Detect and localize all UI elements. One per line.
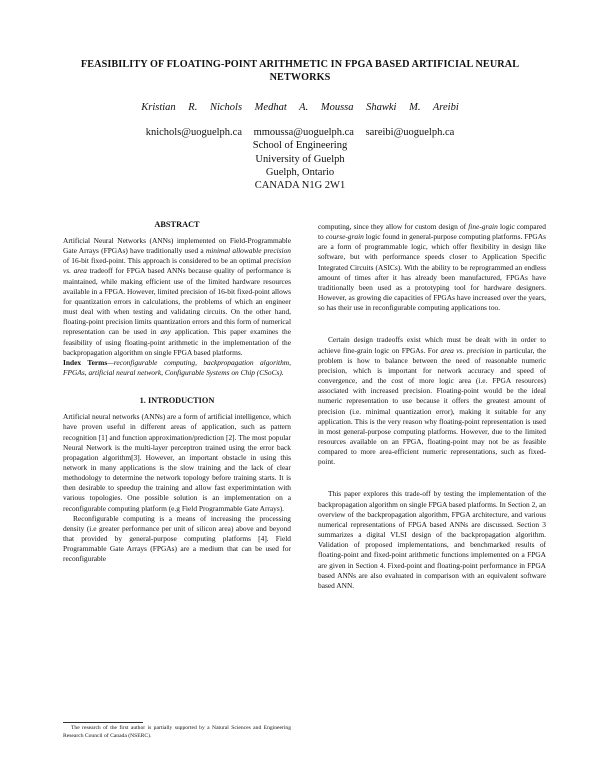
intro-paragraph-1: Artificial neural networks (ANNs) are a form of artificial intelligence, which have proven useful in different areas of application, such as pattern recognition [1] and function approximation/prediction [2]. The most popular Neural Network is the multi-layer perceptron trained using the error back propagation algorithm[3]. However, an important obstacle in using this network in many applications is the slow training and the lack of clear methodology to determine the network topology before training starts. It is then desirable to speedup the training and allow fast experimintation with various topologies. One possible solution is an implementation on a reconfigurable computing platform (e.g Field Programmable Gate Arrays). <box>63 412 291 513</box>
index-terms: Index Terms—reconfigurable computing, backpropagation algorithm, FPGAs, artificial neural network, Configurable Systems on Chip (CSoCs). <box>63 357 291 378</box>
left-column <box>63 220 291 565</box>
city-name: Guelph, Ontario <box>265 166 335 178</box>
right-column <box>318 222 546 591</box>
right-paragraph-3: This paper explores this trade-off by testing the implementation of the backpropagation algorithm on single FPGA based platforms. In Section 2, an overview of the backpropagation algorithm, FPGA architecture, and various numerical representations of FPGA based ANNs are discussed. Section 3 summarizes a digital VLSI design of the backpropagation algorithm. Validation of proposed implementations, and benchmarked results of floating-point and fixed-point arithmetic functions implemented on a FPGA are given in Section 4. Fixed-point and floating-point performance in FPGA based ANNs are also evaluated in comparison with an equivalent software based ANN. <box>318 489 546 590</box>
abstract-heading: ABSTRACT <box>154 220 200 229</box>
intro-paragraph-2: Reconfigurable computing is a means of increasing the processing density (i.e greater performance per unit of silicon area) above and beyond that provided by general-purpose computing platforms [4]. Field Programmable Gate Arrays (FPGAs) are a medium that can be used for reconfigurable <box>63 513 291 564</box>
paper-title: FEASIBILITY OF FLOATING-POINT ARITHMETIC IN FPGA BASED ARTIFICIAL NEURAL NETWORKS <box>80 59 520 83</box>
footnote: The research of the first author is partially supported by a Natural Sciences and Engineering Research Council of Canada (NSERC). <box>63 725 291 739</box>
university-name: University of Guelph <box>255 153 345 165</box>
country-postal: CANADA N1G 2W1 <box>254 180 346 192</box>
right-paragraph-2: Certain design tradeoffs exist which must be dealt with in order to achieve fine-grain logic on FPGAs. For area vs. precision in particular, the problem is how to balance between the need of reasonable numeric precision, which is important for network accuracy and speed of convergence, and the cost of more logic area (i.e. FPGA resources) associated with increased precision. Floating-point would be the ideal numeric representation to use because it offers the greatest amount of precision (i.e. minimal quantization error), making it suitable for any application. This is the very reason why floating-point representation is used in most general-purpose computing platforms. However, due to the limited resources available on an FPGA, floating-point may not be as feasible compared to more area-efficient numeric representations, such as fixed-point. <box>318 335 547 467</box>
school-name: School of Engineering <box>252 140 348 152</box>
footnote-divider <box>63 722 143 723</box>
author-emails: knichols@uoguelph.ca mmoussa@uoguelph.ca sareibi@uoguelph.ca <box>145 127 455 138</box>
author-list: Kristian R. Nichols Medhat A. Moussa Shawki M. Areibi <box>141 102 459 113</box>
abstract-paragraph: Artificial Neural Networks (ANNs) implemented on Field-Programmable Gate Arrays (FPGAs) have traditionally used a minimal allowable precision of 16-bit fixed-point. This approach is considered to be an optimal precision vs. area tradeoff for FPGA based ANNs because quality of performance is maintained, while making efficient use of the limited hardware resources available in a FPGA. However, limited precision of 16-bit fixed-point allows for quantization errors in calculations, the problems of which an engineer must deal with when testing and validating circuits. On the other hand, floating-point precision limits quantization errors and this form of numerical representation can be used in any application. This paper examines the feasibility of using floating-point arithmetic in the implementation of the backpropagation algorithm on single FPGA based platforms. <box>63 236 292 357</box>
affiliation-block <box>60 126 540 192</box>
introduction-heading: 1. INTRODUCTION <box>139 396 215 406</box>
right-paragraph-1: computing, since they allow for custom design of fine-grain logic compared to course-grain logic found in general-purpose computing platforms. FPGAs are a form of programmable logic, which offer flexibility in design like software, but with performance speeds closer to Application Specific Integrated Circuits (ASICs). With the ability to be reprogrammed an endless amount of times after it has already been manufactured, FPGAs have traditionally been used as a prototyping tool for hardware designers. However, as growing die capacities of FPGAs have increased over the years, so has their use in reconfigurable computing applications too. <box>318 222 546 313</box>
